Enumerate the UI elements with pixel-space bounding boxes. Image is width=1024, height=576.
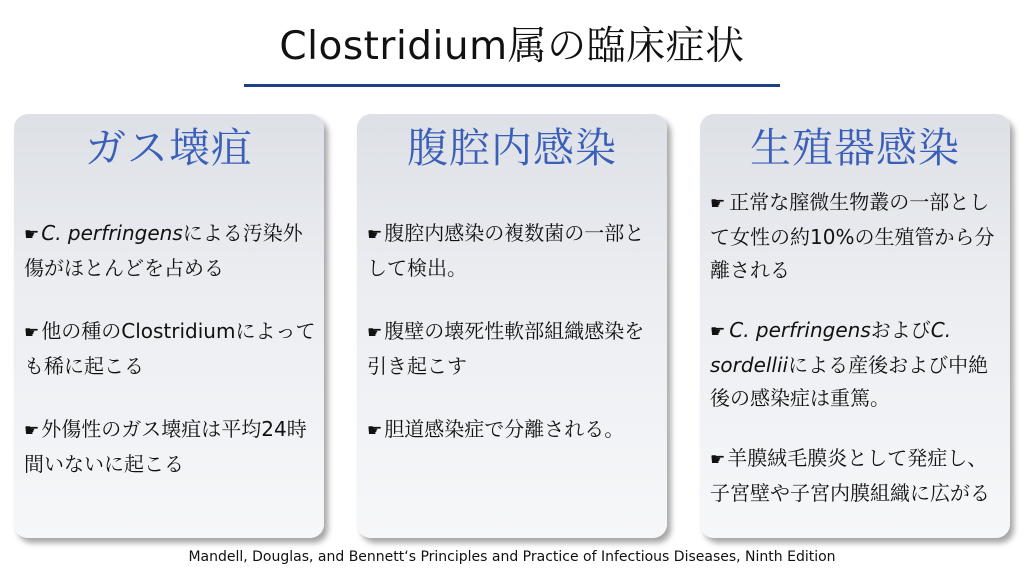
list-item: [24, 217, 318, 285]
item-text: 胆道感染症で分離される。: [384, 417, 625, 441]
item-text: 正常な膣微生物叢の一部として女性の約10%の生殖管から分離される: [710, 190, 995, 282]
page-title: Clostridium属の臨床症状: [279, 24, 745, 69]
list-item: [710, 442, 1004, 510]
pointing-hand-icon: ☛: [710, 450, 726, 470]
card-gas-gangrene: [14, 114, 324, 538]
pointing-hand-icon: ☛: [367, 225, 383, 245]
pointing-hand-icon: ☛: [24, 323, 40, 343]
item-text: 羊膜絨毛膜炎として発症し、子宮壁や子宮内膜組織に広がる: [710, 446, 990, 505]
item-text: 腹壁の壊死性軟部組織感染を引き起こす: [367, 319, 645, 378]
list-item: [367, 413, 661, 448]
organism-name: C. perfringens: [729, 318, 871, 342]
pointing-hand-icon: ☛: [710, 322, 726, 342]
organism-name: C. sordellii: [710, 318, 952, 377]
item-text: による汚染外傷がほとんどを占める: [24, 221, 303, 280]
card-heading: 生殖器感染: [750, 124, 960, 172]
item-text: および: [870, 318, 931, 342]
pointing-hand-icon: ☛: [367, 421, 383, 441]
item-text: 他の種のClostridiumによっても稀に起こる: [24, 319, 316, 378]
pointing-hand-icon: ☛: [367, 323, 383, 343]
list-item: [710, 186, 1004, 287]
source-citation: Mandell, Douglas, and Bennett‘s Principles and Practice of Infectious Diseases, Ninth Edition: [188, 549, 836, 565]
list-item: [24, 315, 318, 383]
card-intraabdominal: [357, 114, 667, 538]
pointing-hand-icon: ☛: [24, 421, 40, 441]
list-item: [367, 217, 661, 285]
title-underline: [244, 84, 780, 87]
pointing-hand-icon: ☛: [710, 194, 726, 214]
organism-name: C. perfringens: [41, 221, 183, 245]
item-text: による産後および中絶後の感染症は重篤。: [710, 353, 989, 410]
card-heading: 腹腔内感染: [407, 124, 617, 172]
pointing-hand-icon: ☛: [24, 225, 40, 245]
list-item: [710, 314, 1004, 415]
card-genital: [700, 114, 1010, 538]
item-text: 外傷性のガス壊疽は平均24時間いないに起こる: [24, 417, 307, 476]
list-item: [367, 315, 661, 383]
card-heading: ガス壊疽: [85, 124, 253, 172]
item-text: 腹腔内感染の複数菌の一部として検出。: [367, 221, 645, 280]
list-item: [24, 413, 318, 481]
